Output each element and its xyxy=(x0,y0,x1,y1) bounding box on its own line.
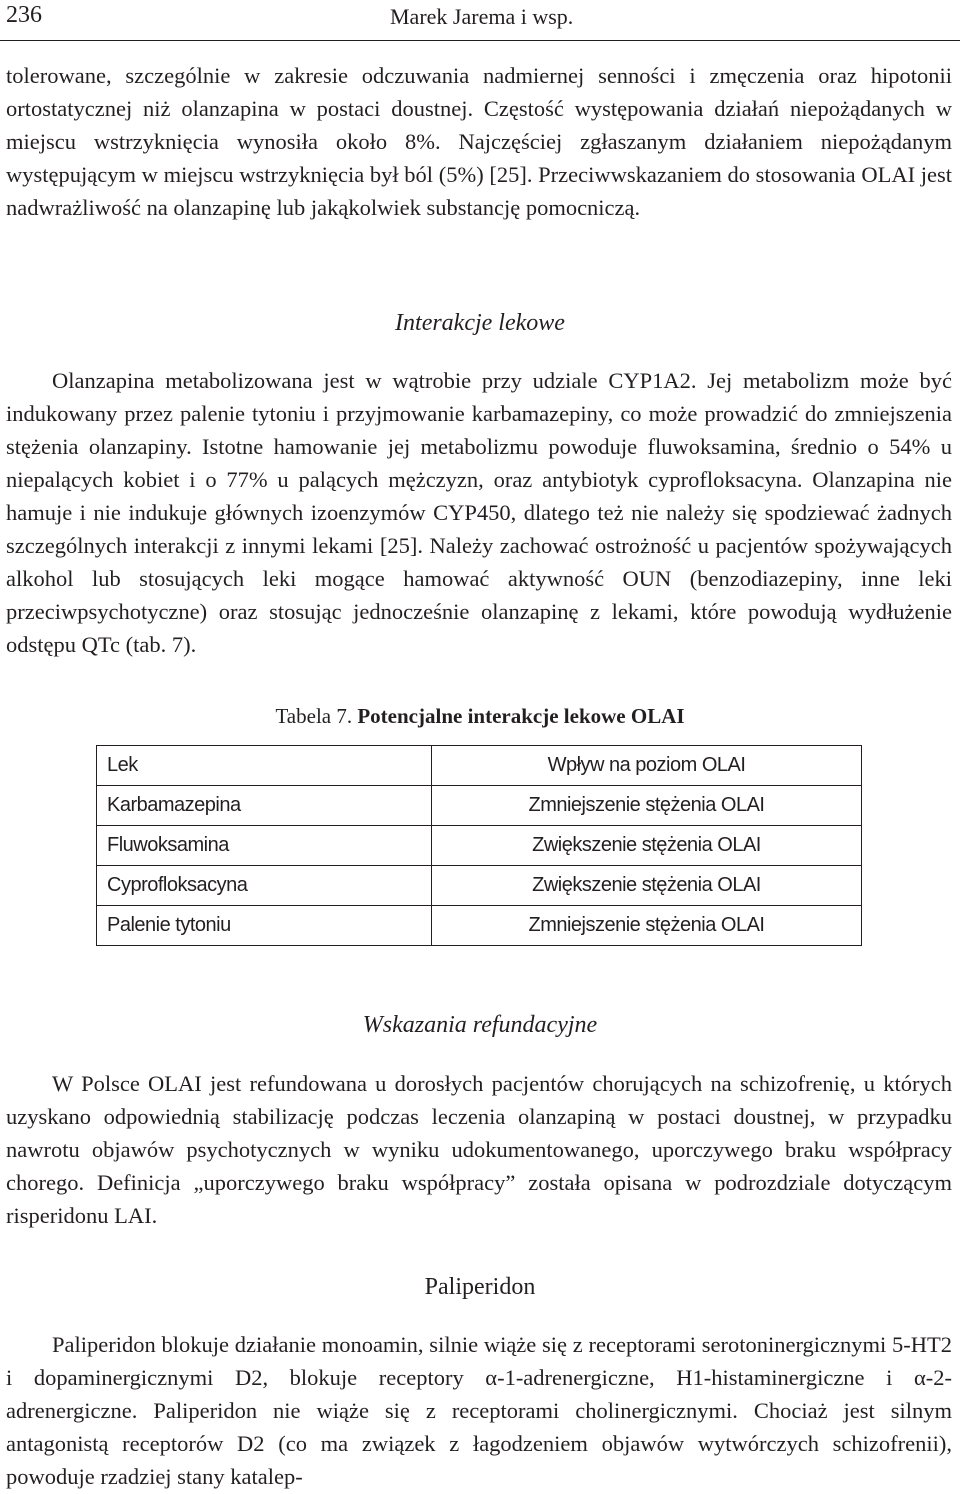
table-row xyxy=(97,786,862,826)
table-cell-drug: Fluwoksamina xyxy=(97,826,432,866)
page-header xyxy=(0,0,960,42)
heading-paliperidone: Paliperidon xyxy=(424,1274,536,1300)
paragraph-side-effects: tolerowane, szczególnie w zakresie odczuwania nadmiernej senności i zmęczenia oraz hipotonii ortostatycznej niż olanzapina w postaci doustnej. Częstość występowania działań niepożądanych w miejscu wstrzyknięcia wynosiła około 8%. Najczęściej zgłaszanym działaniem niepożądanym występującym w miejscu wstrzyknięcia był ból (5%) [25]. Przeciwwskazaniem do stosowania OLAI jest nadwrażliwość na olanzapinę lub jakąkolwiek substancję pomocniczą. xyxy=(6,63,952,220)
table-row xyxy=(97,866,862,906)
table-cell-drug: Karbamazepina xyxy=(97,786,432,826)
table-header-effect: Wpływ na poziom OLAI xyxy=(432,746,862,786)
page-number: 236 xyxy=(6,2,42,28)
running-head: Marek Jarema i wsp. xyxy=(390,4,574,29)
table-caption-label: Tabela 7. xyxy=(275,704,353,728)
paragraph-reimbursement: W Polsce OLAI jest refundowana u dorosłych pacjentów chorujących na schizofrenię, u których uzyskano odpowiednią stabilizację podczas leczenia olanzapiną w postaci doustnej, w przypadku nawrotu objawów psychotycznych w wyniku udokumentowanego, uporczywego braku współpracy chorego. Definicja „uporczywego braku współpracy” została opisana w podrozdziale dotyczącym risperidonu LAI. xyxy=(6,1071,952,1228)
table-row xyxy=(97,906,862,946)
table-caption xyxy=(0,704,960,729)
table-cell-effect: Zwiększenie stężenia OLAI xyxy=(432,826,862,866)
header-rule xyxy=(0,40,960,41)
table-cell-effect: Zmniejszenie stężenia OLAI xyxy=(432,906,862,946)
interactions-table xyxy=(96,745,862,946)
table-row xyxy=(97,826,862,866)
table-cell-effect: Zwiększenie stężenia OLAI xyxy=(432,866,862,906)
table-header-drug: Lek xyxy=(97,746,432,786)
paragraph-interactions: Olanzapina metabolizowana jest w wątrobie przy udziale CYP1A2. Jej metabolizm może być indukowany przez palenie tytoniu i przyjmowanie karbamazepiny, co może prowadzić do zmniejszenia stężenia olanzapiny. Istotne hamowanie jej metabolizmu powoduje fluwoksamina, średnio o 54% u niepalących kobiet i o 77% u palących mężczyzn, oraz antybiotyk cyprofloksacyna. Olanzapina nie hamuje i nie indukuje głównych izoenzymów CYP450, dlatego też nie należy się spodziewać żadnych szczególnych interakcji z innymi lekami [25]. Należy zachować ostrożność u pacjentów spożywających alkohol lub stosujących leki mogące hamować aktywność OUN (benzodiazepiny, inne leki przeciwpsychotyczne) oraz stosując jednocześnie olanzapinę z lekami, które powodują wydłużenie odstępu QTc (tab. 7). xyxy=(6,368,952,657)
table-caption-title: Potencjalne interakcje lekowe OLAI xyxy=(357,704,685,728)
table-cell-drug: Cyprofloksacyna xyxy=(97,866,432,906)
table-cell-effect: Zmniejszenie stężenia OLAI xyxy=(432,786,862,826)
table-cell-drug: Palenie tytoniu xyxy=(97,906,432,946)
heading-interactions: Interakcje lekowe xyxy=(395,310,565,336)
table-header-row xyxy=(97,746,862,786)
heading-reimbursement: Wskazania refundacyjne xyxy=(362,1012,598,1038)
paragraph-paliperidone: Paliperidon blokuje działanie monoamin, silnie wiąże się z receptorami serotoninergicznymi 5-HT2 i dopaminergicznymi D2, blokuje receptory α-1-adrenergiczne, H1-histaminergiczne i α-2-adrenergiczne. Paliperidon nie wiąże się z receptorami cholinergicznymi. Chociaż jest silnym antagonistą receptorów D2 (co ma związek z łagodzeniem objawów wytwórczych schizofrenii), powoduje rzadziej stany katalep- xyxy=(6,1332,952,1489)
